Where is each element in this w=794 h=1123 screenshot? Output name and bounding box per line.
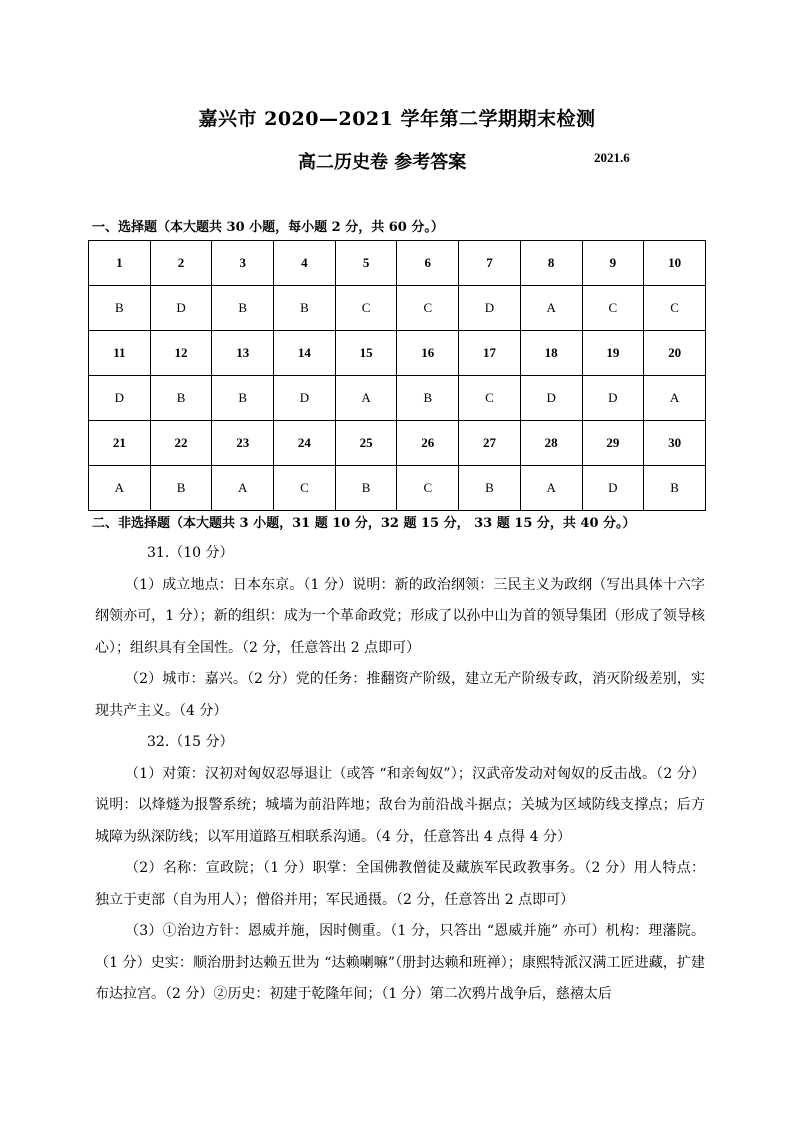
question-number-cell: 1 [89,241,151,286]
question-number-cell: 22 [150,421,212,466]
document-subtitle: 高二历史卷 参考答案 [298,152,467,173]
question-number-cell: 3 [212,241,274,286]
section2-heading: 二、非选择题（本大题共 3 小题，31 题 10 分，32 题 15 分， 33 题 15 分，共 40 分。） [92,516,636,531]
question-number-cell: 20 [644,331,706,376]
answer-cell: A [520,466,582,511]
question-number-cell: 18 [520,331,582,376]
answer-row [89,376,706,421]
answer-cell: D [459,286,521,331]
answer-cell: B [274,286,336,331]
answer-table [88,240,706,511]
question-number-cell: 15 [335,331,397,376]
answer-row [89,286,706,331]
answer-cell: D [150,286,212,331]
answer-body-text [95,538,705,1011]
question-number-cell: 27 [459,421,521,466]
question-number-cell: 30 [644,421,706,466]
answer-cell: B [150,466,212,511]
question-number-cell: 11 [89,331,151,376]
question-number-cell: 29 [582,421,644,466]
question-number-cell: 6 [397,241,459,286]
answer-cell: D [274,376,336,421]
answer-cell: A [212,466,274,511]
question-number-cell: 5 [335,241,397,286]
answer-cell: B [459,466,521,511]
question-number-cell: 17 [459,331,521,376]
question-number-cell: 19 [582,331,644,376]
answer-cell: A [644,376,706,421]
question-number-row [89,421,706,466]
answer-cell: D [582,466,644,511]
q32-heading: 32.（15 分） [147,734,234,750]
answer-cell: B [644,466,706,511]
answer-cell: D [520,376,582,421]
question-number-cell: 2 [150,241,212,286]
question-number-cell: 8 [520,241,582,286]
q31-part1: （1）成立地点：日本东京。（1 分）说明：新的政治纲领：三民主义为政纲（写出具体十六字纲领亦可，1 分）；新的组织：成为一个革命政党；形成了以孙中山为首的领导集团（形成了领导核心）；组织具有全国性。（2 分，任意答出 2 点即可） [95,576,705,656]
section1-heading: 一、选择题（本大题共 30 小题，每小题 2 分，共 60 分。） [92,220,444,235]
q32-part3: （3）①治边方针：恩威并施，因时侧重。（1 分，只答出 “恩威并施” 亦可）机构：理藩院。（1 分）史实：顺治册封达赖五世为 “达赖喇嘛”（册封达赖和班禅）；康熙特派汉满工匠进藏，扩建布达拉宫。（2 分）②历史：初建于乾隆年间；（1 分）第二次鸦片战争后，慈禧太后 [95,923,705,1002]
answer-cell: C [644,286,706,331]
question-number-row [89,241,706,286]
answer-cell: D [89,376,151,421]
question-number-cell: 10 [644,241,706,286]
answer-cell: C [397,466,459,511]
answer-cell: A [335,376,397,421]
q31-part2: （2）城市：嘉兴。（2 分）党的任务：推翻资产阶级，建立无产阶级专政，消灭阶级差别，实现共产主义。（4 分） [95,671,705,719]
answer-cell: A [520,286,582,331]
question-number-cell: 23 [212,421,274,466]
question-number-cell: 9 [582,241,644,286]
question-number-cell: 4 [274,241,336,286]
question-number-cell: 14 [274,331,336,376]
question-number-cell: 13 [212,331,274,376]
question-number-cell: 7 [459,241,521,286]
answer-cell: C [274,466,336,511]
question-number-row [89,331,706,376]
question-number-cell: 24 [274,421,336,466]
q32-part2: （2）名称：宣政院；（1 分）职掌：全国佛教僧徒及藏族军民政教事务。（2 分）用人特点：独立于吏部（自为用人）；僧俗并用；军民通摄。（2 分，任意答出 2 点即可） [95,860,705,908]
answer-cell: C [459,376,521,421]
answer-cell: B [212,376,274,421]
document-title: 嘉兴市 2020—2021 学年第二学期期末检测 [198,108,596,130]
answer-cell: B [89,286,151,331]
answer-cell: B [397,376,459,421]
document-date: 2021.6 [594,150,630,165]
question-number-cell: 28 [520,421,582,466]
q32-part1: （1）对策：汉初对匈奴忍辱退让（或答 “和亲匈奴”）；汉武帝发动对匈奴的反击战。（2 分）说明：以烽燧为报警系统；城墙为前沿阵地；敌台为前沿战斗据点；关城为区域防线支撑点；后方城障为纵深防线；以军用道路互相联系沟通。（4 分，任意答出 4 点得 4 分） [95,765,705,845]
question-number-cell: 21 [89,421,151,466]
answer-cell: C [582,286,644,331]
q31-heading: 31.（10 分） [147,545,234,561]
answer-cell: B [150,376,212,421]
answer-cell: B [212,286,274,331]
question-number-cell: 16 [397,331,459,376]
question-number-cell: 26 [397,421,459,466]
answer-cell: C [335,286,397,331]
answer-cell: B [335,466,397,511]
answer-row [89,466,706,511]
question-number-cell: 25 [335,421,397,466]
answer-cell: D [582,376,644,421]
question-number-cell: 12 [150,331,212,376]
answer-cell: C [397,286,459,331]
answer-cell: A [89,466,151,511]
